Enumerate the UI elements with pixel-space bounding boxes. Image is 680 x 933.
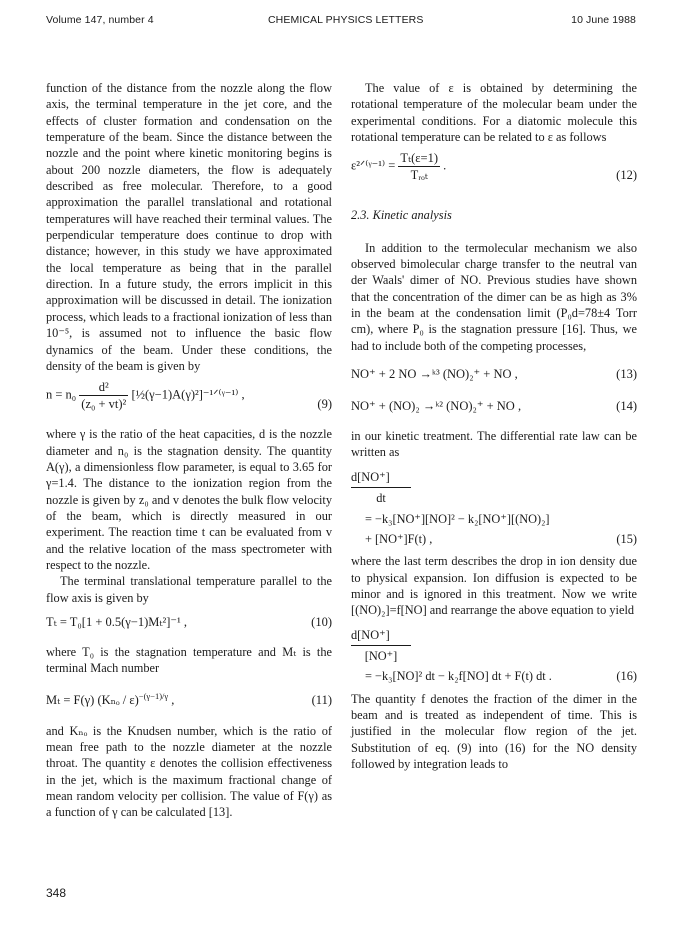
equation-16: [351, 627, 637, 685]
equation-number: (11): [311, 693, 332, 708]
paragraph: and Kₙₒ is the Knudsen number, which is the ratio of mean free path to the nozzle diameter at the nozzle throat. The quantity ε denotes the collision effectiveness in the jet, which is the maximum fractional change of mean random velocity per collision. The value of F(γ) as a function of γ can be calculated [13].: [46, 723, 332, 820]
eq9-numerator: d²: [79, 379, 128, 396]
equation-15: [351, 469, 637, 547]
section-heading: 2.3. Kinetic analysis: [351, 208, 452, 223]
equation-number: (15): [616, 531, 637, 546]
paragraph: where T₀ is the stagnation temperature and Mₜ is the terminal Mach number: [46, 644, 332, 676]
paragraph: function of the distance from the nozzle along the flow axis, the terminal temperature in the jet core, and the effects of cluster formation and condensation on the temperature of the beam. Since the distance between the nozzle and the point where kinetic monitoring begins is about 200 nozzle diameters, the flow is adequately described as free molecular. Therefore, to a good approximation the parallel translational and rotational temperatures will have reached their terminal values. The perpendicular temperature does continue to drop with distance; however, in this study we have approximated the local temperature as being that in the parallel direction. In a future study, the errors implicit in this approximation will be discussed in detail. The ionization process, which leads to a fractional ionization of less than 10⁻⁵, is assumed not to influence the basic flow dynamics of the beam. Under these conditions, the density of the beam is given by: [46, 81, 332, 373]
eq16-numerator: d[NO⁺]: [351, 627, 411, 646]
equation-number: (10): [311, 614, 332, 629]
eq10-body: Tₜ = T₀[1 + 0.5(γ−1)Mₜ²]⁻¹ ,: [46, 614, 187, 629]
equation-number: (9): [317, 396, 332, 411]
eq9-rest: [½(γ−1)A(γ)²]⁻¹ᐟ⁽ᵞ⁻¹⁾ ,: [131, 387, 245, 402]
eq15-denominator: dt: [376, 491, 386, 506]
equation-11: Mₜ = F(γ) (Kₙₒ / ε)$^{-(\gamma-1)/\gamma}$ , (11): [46, 691, 332, 708]
page-number: 348: [46, 886, 67, 900]
equation-14: [351, 396, 637, 420]
eq11-exponent: −(γ−1)/γ: [138, 691, 169, 702]
paragraph: The terminal translational temperature parallel to the flow axis is given by: [46, 574, 332, 605]
eq12-numerator: Tₜ(ε=1): [398, 150, 440, 167]
paragraph: where γ is the ratio of the heat capacities, d is the nozzle diameter and n₀ is the stagnation density. The quantity A(γ), a dimensionless flow parameter, is equal to 3.65 for γ=1.4. The distance to the ionization region from the nozzle is given by z₀ and v denotes the bulk flow velocity of the beam, which is directly measured in our experiment. The reaction time t can be evaluated from v and the relative location of the mass spectrometer with respect to the nozzle.: [46, 427, 332, 572]
right-column: [351, 80, 637, 772]
paragraph: in our kinetic treatment. The differential rate law can be written as: [351, 429, 637, 460]
eq9-fraction: [79, 379, 128, 413]
equation-number: (12): [616, 168, 637, 183]
equation-number: (14): [616, 398, 637, 413]
left-column: [46, 80, 332, 821]
equation-10: [46, 614, 332, 636]
equation-number: (16): [616, 669, 637, 684]
eq9-denominator: (z₀ + vt)²: [81, 396, 127, 411]
eq12-denominator: Tᵣₒₜ: [410, 168, 428, 183]
eq15-line-1: = −k₃[NO⁺][NO]² − k₂[NO⁺][(NO)₂]: [365, 511, 550, 526]
equation-13: [351, 364, 637, 388]
journal-volume: Volume 147, number 4: [46, 14, 154, 26]
equation-12: ε²ᐟ⁽ᵞ⁻¹⁾ = $\frac{\text{Tₜ(ε=1)}}{\text{Tᵣₒₜ}}$ . (12): [351, 150, 637, 183]
issue-date: 10 June 1988: [571, 14, 636, 26]
paragraph: The value of ε is obtained by determining the rotational temperature of the molecular beam under the experimental conditions. For a diatomic molecule this rotational temperature can be related to ε as follows: [351, 81, 637, 145]
paragraph: The quantity f denotes the fraction of the dimer in the beam and is treated as independent of time. This is justified in the molecular flow region of the jet. Substitution of eq. (9) into (16) for the NO density followed by integration leads to: [351, 691, 637, 771]
eq16-denominator: [NO⁺]: [364, 648, 398, 663]
journal-title: CHEMICAL PHYSICS LETTERS: [268, 14, 424, 26]
eq16-line: = −k₃[NO]² dt − k₂f[NO] dt + F(t) dt .: [365, 669, 552, 684]
eq11-lhs: Mₜ = F(γ): [46, 693, 95, 708]
paragraph: In addition to the termolecular mechanism we also observed bimolecular charge transfer to the neutral van der Waals' dimer of NO. Previous studies have shown that the concentration of the dimer can be as high as 3% in the beam at the condensation limit (P₀d=78±4 Torr cm), where P₀ is the stagnation pressure [16]. Thus, we had to include both of the competing processes,: [351, 240, 637, 353]
eq11-parenthesis: (Kₙₒ / ε): [97, 693, 139, 708]
paragraph: where the last term describes the drop in ion density due to physical expansion. Ion diffusion is expected to be minor and is ignored in this treatment. Now we write [(NO)₂]=f[NO] and rearrange the above equation to yield: [351, 554, 637, 618]
eq12-lhs: ε²ᐟ⁽ᵞ⁻¹⁾ =: [351, 158, 396, 173]
equation-9: [46, 379, 332, 418]
eq12-fraction: [398, 150, 440, 184]
eq13-body: NO⁺ + 2 NO →ᵏ³ (NO)₂⁺ + NO ,: [351, 366, 518, 381]
eq15-line-2: + [NO⁺]F(t) ,: [365, 531, 433, 546]
equation-number: (13): [616, 366, 637, 381]
eq15-numerator: d[NO⁺]: [351, 469, 411, 488]
eq9-lhs: n = n₀: [46, 387, 77, 402]
eq14-body: NO⁺ + (NO)₂ →ᵏ² (NO)₂⁺ + NO ,: [351, 398, 522, 413]
